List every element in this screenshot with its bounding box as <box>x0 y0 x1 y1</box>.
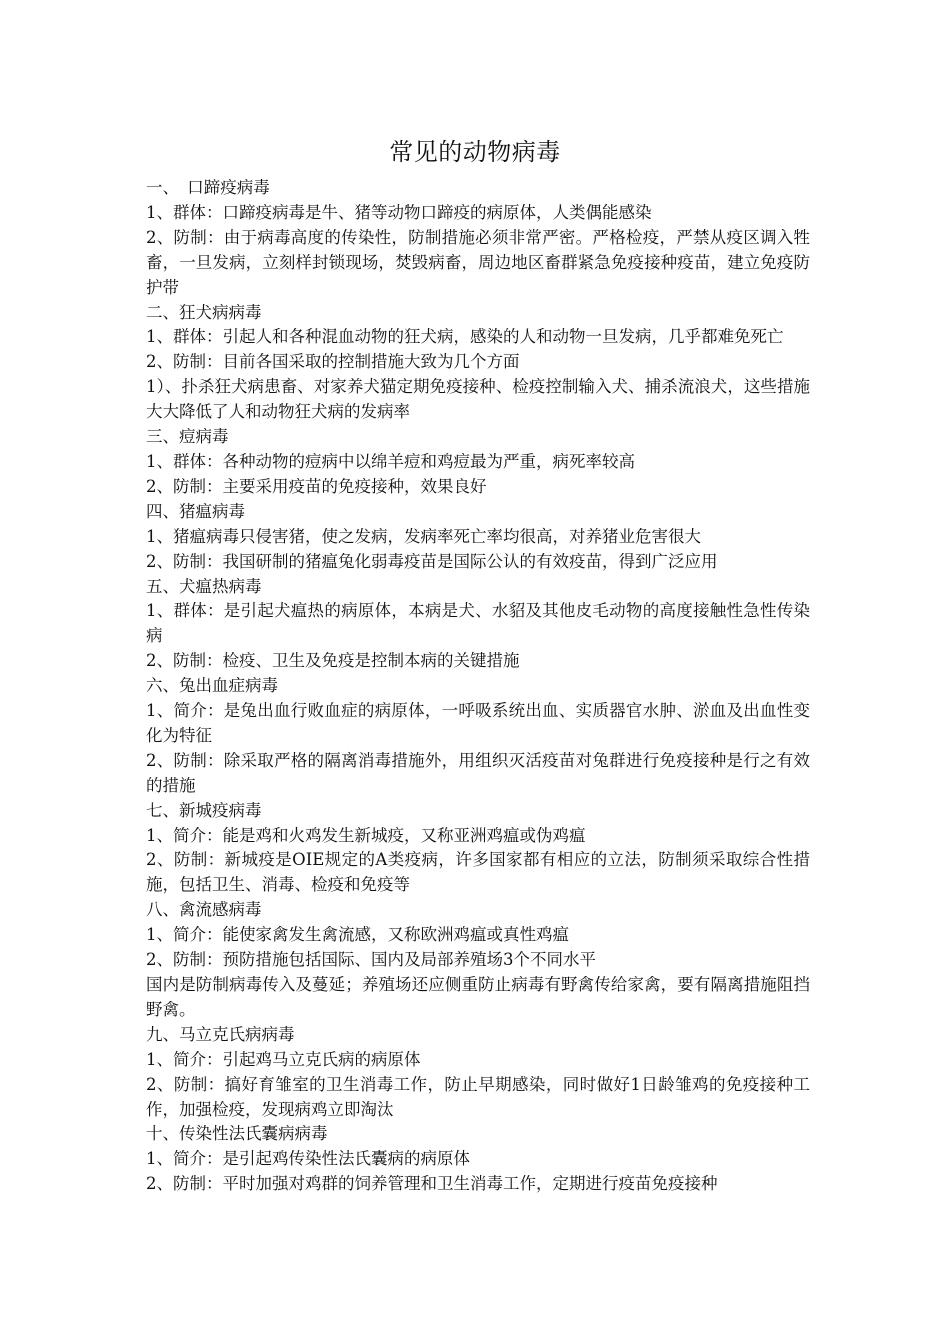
paragraph: 1）、扑杀狂犬病患畜、对家养犬猫定期免疫接种、检疫控制输入犬、捕杀流浪犬，这些措施大大降低了人和动物狂犬病的发病率 <box>146 377 810 422</box>
paragraph: 2、防制：目前各国采取的控制措施大致为几个方面 <box>146 352 520 372</box>
document-title: 常见的动物病毒 <box>389 138 561 166</box>
section-heading: 三、痘病毒 <box>146 427 229 447</box>
paragraph: 2、防制：预防措施包括国际、国内及局部养殖场3个不同水平 <box>146 950 596 970</box>
section-heading: 五、犬瘟热病毒 <box>146 576 262 596</box>
paragraph: 2、防制：新城疫是OIE规定的A类疫病，许多国家都有相应的立法，防制须采取综合性措施，包括卫生、消毒、检疫和免疫等 <box>146 850 810 895</box>
paragraph: 1、群体：口蹄疫病毒是牛、猪等动物口蹄疫的病原体，人类偶能感染 <box>146 202 652 222</box>
paragraph: 1、群体：引起人和各种混血动物的狂犬病，感染的人和动物一旦发病，几乎都难免死亡 <box>146 327 784 347</box>
section-heading: 二、狂犬病病毒 <box>146 302 262 322</box>
paragraph: 2、防制：平时加强对鸡群的饲养管理和卫生消毒工作，定期进行疫苗免疫接种 <box>146 1174 718 1194</box>
section-heading: 十、传染性法氏囊病病毒 <box>146 1124 328 1144</box>
paragraph: 2、防制：搞好育雏室的卫生消毒工作，防止早期感染，同时做好1日龄雏鸡的免疫接种工作，加强检疫，发现病鸡立即淘汰 <box>146 1074 810 1119</box>
paragraph: 1、简介：引起鸡马立克氏病的病原体 <box>146 1049 421 1069</box>
paragraph: 1、简介：是兔出血行败血症的病原体，一呼吸系统出血、实质器官水肿、淤血及出血性变化为特征 <box>146 701 810 745</box>
section-heading: 一、 口蹄疫病毒 <box>146 178 270 197</box>
paragraph: 2、防制：由于病毒高度的传染性，防制措施必须非常严密。严格检疫，严禁从疫区调入牲畜，一旦发病，立刻样封锁现场，焚毁病畜，周边地区畜群紧急免疫接种疫苗，建立免疫防护带 <box>146 227 810 297</box>
section-heading: 六、兔出血症病毒 <box>146 676 278 696</box>
paragraph: 2、防制：除采取严格的隔离消毒措施外，用组织灭活疫苗对兔群进行免疫接种是行之有效的措施 <box>146 750 810 795</box>
section-heading: 八、禽流感病毒 <box>146 900 262 920</box>
paragraph: 国内是防制病毒传入及蔓延；养殖场还应侧重防止病毒有野禽传给家禽，要有隔离措施阻挡野禽。 <box>146 975 810 1019</box>
paragraph: 1、猪瘟病毒只侵害猪，使之发病，发病率死亡率均很高，对养猪业危害很大 <box>146 526 701 546</box>
paragraph: 1、简介：是引起鸡传染性法氏囊病的病原体 <box>146 1149 470 1169</box>
paragraph: 1、简介：能是鸡和火鸡发生新城疫，又称亚洲鸡瘟或伪鸡瘟 <box>146 825 586 845</box>
paragraph: 1、简介：能使家禽发生禽流感，又称欧洲鸡瘟或真性鸡瘟 <box>146 925 569 945</box>
paragraph: 2、防制：我国研制的猪瘟兔化弱毒疫苗是国际公认的有效疫苗，得到广泛应用 <box>146 551 718 571</box>
section-heading: 七、新城疫病毒 <box>146 800 262 820</box>
paragraph: 1、群体：是引起犬瘟热的病原体，本病是犬、水貂及其他皮毛动物的高度接触性急性传染病 <box>146 601 810 646</box>
paragraph: 2、防制：检疫、卫生及免疫是控制本病的关键措施 <box>146 651 520 671</box>
paragraph: 2、防制：主要采用疫苗的免疫接种，效果良好 <box>146 476 487 496</box>
section-heading: 九、马立克氏病病毒 <box>146 1024 295 1044</box>
document-body <box>146 176 810 1197</box>
paragraph: 1、群体：各种动物的痘病中以绵羊痘和鸡痘最为严重，病死率较高 <box>146 451 635 471</box>
section-heading: 四、猪瘟病毒 <box>146 501 245 521</box>
